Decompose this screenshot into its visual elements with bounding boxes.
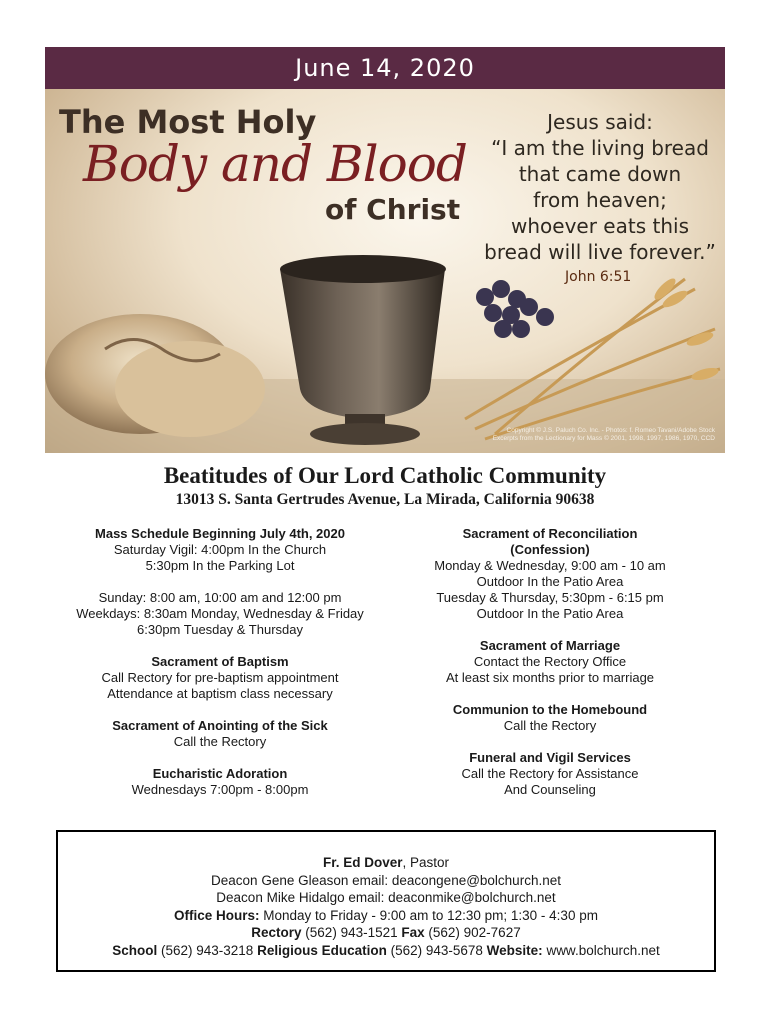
section-heading: Funeral and Vigil Services: [469, 750, 631, 765]
section-heading: Sacrament of Marriage: [479, 638, 621, 653]
spacer: [380, 686, 720, 702]
quote-line: “I am the living bread: [491, 136, 709, 160]
date-banner: [45, 47, 725, 89]
feast-hero-image: [45, 89, 725, 453]
parish-name: Beatitudes of Our Lord Catholic Community: [163, 463, 607, 488]
quote-line: whoever eats this: [511, 214, 689, 238]
schedule-line: Saturday Vigil: 4:00pm In the Church: [113, 542, 327, 557]
website-label: Website:: [486, 942, 543, 958]
section-heading: Communion to the Homebound: [452, 702, 648, 717]
section-heading: Sacrament of Reconciliation: [462, 526, 638, 541]
quote-line: Jesus said:: [547, 110, 653, 134]
pastor-line: [58, 854, 714, 872]
spacer: [380, 622, 720, 638]
contact-box: [56, 830, 716, 972]
rectory-phone: (562) 943-1521: [301, 925, 402, 940]
mass-schedule-section: [50, 526, 390, 638]
schedule-line: Outdoor In the Patio Area: [476, 574, 624, 589]
schedule-line: Outdoor In the Patio Area: [476, 606, 624, 621]
schedule-line: Tuesday & Thursday, 5:30pm - 6:15 pm: [436, 590, 664, 605]
adoration-section: [50, 766, 390, 798]
deacon-line: Deacon Gene Gleason email: deacongene@bolchurch.net: [211, 872, 561, 888]
section-heading: Mass Schedule Beginning July 4th, 2020: [95, 526, 345, 541]
section-heading: Sacrament of Baptism: [151, 654, 289, 669]
website-url: www.bolchurch.net: [542, 942, 660, 958]
office-hours-line: [58, 907, 714, 925]
schedule-line: Call the Rectory: [173, 734, 267, 749]
spacer: [50, 750, 390, 766]
spacer: [50, 638, 390, 654]
schedule-line: Weekdays: 8:30am Monday, Wednesday & Friday: [76, 606, 364, 621]
copyright-notice: [455, 427, 715, 443]
schedule-line: Monday & Wednesday, 9:00 am - 10 am: [434, 558, 666, 573]
school-phone: (562) 943-3218: [157, 942, 258, 958]
schedule-line: Attendance at baptism class necessary: [107, 686, 333, 701]
religious-ed-label: Religious Education: [257, 942, 387, 958]
scripture-reference: John 6:51: [565, 269, 632, 285]
schedule-line: At least six months prior to marriage: [445, 670, 655, 685]
spacer: [380, 734, 720, 750]
quote-line: from heaven;: [533, 188, 667, 212]
right-schedule-column: [380, 526, 720, 798]
homebound-section: [380, 702, 720, 734]
anointing-section: [50, 718, 390, 750]
marriage-section: [380, 638, 720, 686]
schedule-line: 6:30pm Tuesday & Thursday: [137, 622, 303, 637]
left-schedule-column: [50, 526, 390, 798]
feast-title-line3: of Christ: [325, 193, 461, 226]
bulletin-date: June 14, 2020: [295, 54, 475, 82]
spacer: [50, 574, 390, 590]
scripture-quote: [480, 109, 720, 265]
baptism-section: [50, 654, 390, 702]
quote-line: bread will live forever.”: [484, 240, 716, 264]
schedule-line: Call the Rectory: [503, 718, 597, 733]
phone-line: [58, 924, 714, 942]
office-hours-label: Office Hours:: [174, 907, 260, 923]
schedule-line: Call Rectory for pre-baptism appointment: [101, 670, 339, 685]
spacer: [50, 702, 390, 718]
copyright-line: Copyright © J.S. Paluch Co. Inc. - Photos: f. Romeo Tavani/Adobe Stock: [506, 427, 715, 434]
fax-number: (562) 902-7627: [424, 925, 521, 940]
parish-address: 13013 S. Santa Gertrudes Avenue, La Mirada, California 90638: [175, 491, 595, 508]
school-label: School: [112, 942, 158, 958]
copyright-line: Excerpts from the Lectionary for Mass © 2001, 1998, 1997, 1986, 1970, CCD: [492, 435, 715, 442]
reconciliation-section: [380, 526, 720, 622]
office-hours-value: Monday to Friday - 9:00 am to 12:30 pm; 1:30 - 4:30 pm: [259, 907, 598, 923]
schedule-line: And Counseling: [504, 782, 596, 797]
religious-ed-phone: (562) 943-5678: [386, 942, 487, 958]
section-heading: Sacrament of Anointing of the Sick: [112, 718, 328, 733]
feast-title-line2: Body and Blood: [83, 135, 467, 193]
schedule-line: Contact the Rectory Office: [473, 654, 627, 669]
funeral-section: [380, 750, 720, 798]
section-heading: Eucharistic Adoration: [152, 766, 288, 781]
schedule-line: 5:30pm In the Parking Lot: [145, 558, 295, 573]
fax-label: Fax: [401, 925, 425, 940]
schedule-line: Wednesdays 7:00pm - 8:00pm: [131, 782, 309, 797]
rectory-label: Rectory: [251, 925, 302, 940]
pastor-name: Fr. Ed Dover: [322, 855, 403, 870]
deacon-line: Deacon Mike Hidalgo email: deaconmike@bolchurch.net: [216, 890, 556, 905]
school-line: [58, 942, 714, 960]
schedule-line: Sunday: 8:00 am, 10:00 am and 12:00 pm: [98, 590, 342, 605]
feast-title-line1: The Most Holy: [59, 103, 317, 141]
quote-line: that came down: [518, 162, 682, 186]
section-subheading: (Confession): [510, 542, 590, 557]
pastor-title: , Pastor: [402, 855, 450, 870]
schedule-line: Call the Rectory for Assistance: [461, 766, 639, 781]
